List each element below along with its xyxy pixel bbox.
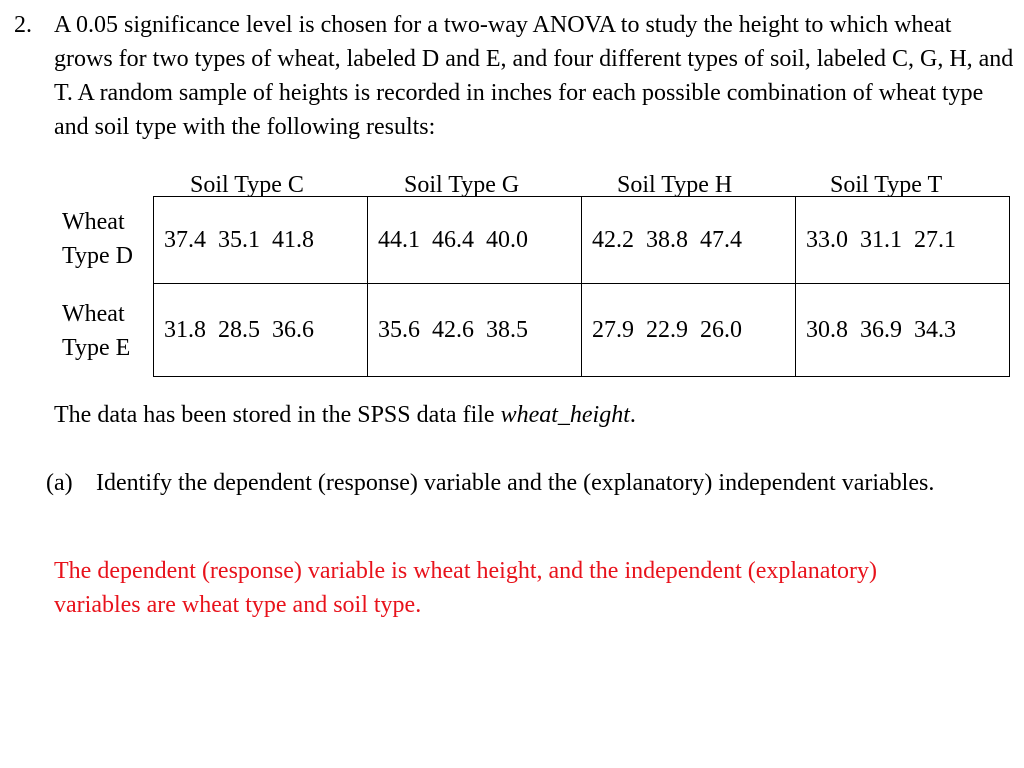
table-cell: 44.1 46.4 40.0 — [368, 197, 582, 284]
part-a-question: Identify the dependent (response) variable and the (explanatory) independent variables. — [96, 470, 935, 496]
row-label-line: Wheat — [62, 301, 125, 327]
column-header-soil-t: Soil Type T — [830, 172, 943, 198]
column-header-soil-g: Soil Type G — [404, 172, 520, 198]
table-cell: 37.4 35.1 41.8 — [154, 197, 368, 284]
data-note-suffix: . — [629, 402, 636, 428]
table-cell: 33.0 31.1 27.1 — [796, 197, 1010, 284]
row-label-line: Type E — [62, 335, 131, 361]
row-label-line: Wheat — [62, 209, 125, 235]
row-label-wheat-d — [62, 205, 133, 273]
row-label-wheat-e — [62, 297, 130, 365]
problem-number: 2. — [14, 12, 32, 38]
table-cell: 31.8 28.5 36.6 — [154, 284, 368, 377]
table-cell: 30.8 36.9 34.3 — [796, 284, 1010, 377]
wheat-height-table — [153, 196, 1010, 377]
column-header-soil-c: Soil Type C — [190, 172, 304, 198]
table-cell: 35.6 42.6 38.5 — [368, 284, 582, 377]
column-header-soil-h: Soil Type H — [617, 172, 733, 198]
data-note-prefix: The data has been stored in the SPSS data file — [54, 402, 501, 428]
table-cell: 27.9 22.9 26.0 — [582, 284, 796, 377]
part-a-answer: The dependent (response) variable is wheat height, and the independent (explanatory) variables are wheat type and soil type. — [54, 558, 878, 618]
part-a-label: (a) — [46, 470, 73, 496]
data-filename: wheat_height — [500, 402, 630, 428]
table-row — [154, 197, 1010, 284]
problem-text: A 0.05 significance level is chosen for a two-way ANOVA to study the height to which wheat grows for two types of wheat, labeled D and E, and four different types of soil, labeled C, G, H, and T. A random sample of heights is recorded in inches for each possible combination of wheat type and soil type with the following results: — [54, 12, 1014, 140]
table-row — [154, 284, 1010, 377]
row-label-line: Type D — [62, 243, 133, 269]
table-cell: 42.2 38.8 47.4 — [582, 197, 796, 284]
data-file-note — [54, 398, 636, 432]
